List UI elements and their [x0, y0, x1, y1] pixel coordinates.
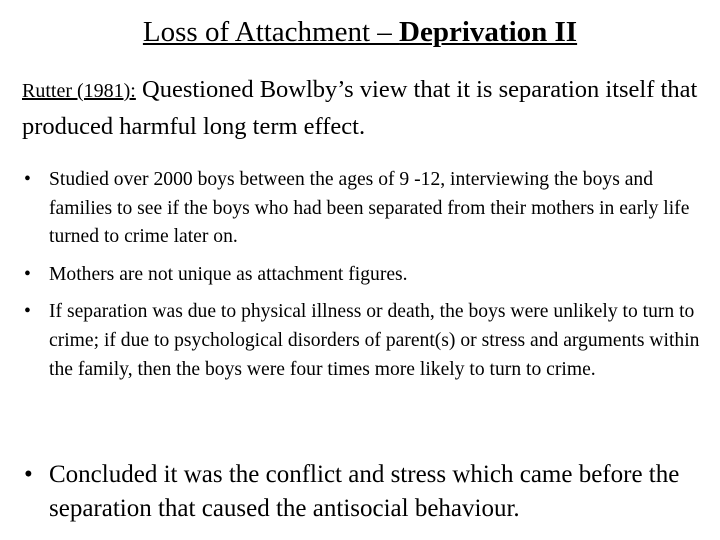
- conclusion-item: [22, 458, 712, 526]
- intro-paragraph: [22, 72, 712, 144]
- intro-text: Questioned Bowlby’s view that it is separation itself that produced harmful long term effect.: [22, 76, 698, 140]
- intro-citation: Rutter (1981):: [22, 80, 136, 102]
- bullet-text: Mothers are not unique as attachment figures.: [49, 263, 408, 285]
- bullet-dot: •: [24, 461, 33, 488]
- title-bold-part: Deprivation II: [399, 16, 578, 48]
- evidence-bullet-list: [22, 166, 712, 393]
- bullet-item: [22, 261, 712, 290]
- slide-title: [0, 14, 720, 50]
- bullet-dot: •: [24, 169, 31, 190]
- title-plain-part: Loss of Attachment –: [142, 16, 400, 48]
- bullet-text: If separation was due to physical illness or death, the boys were unlikely to turn to crime; if due to psychological disorders of parent(s) or stress and arguments within the family, then the boys were four times more likely to turn to crime.: [49, 301, 700, 380]
- bullet-text: Studied over 2000 boys between the ages of 9 -12, interviewing the boys and families to see if the boys who had been separated from their mothers in early life turned to crime later on.: [49, 169, 690, 248]
- bullet-item: [22, 166, 712, 252]
- conclusion-text: Concluded it was the conflict and stress which came before the separation that caused the antisocial behaviour.: [49, 461, 680, 522]
- conclusion-bullet-list: [22, 458, 712, 526]
- bullet-dot: •: [24, 263, 31, 285]
- bullet-item: [22, 298, 712, 384]
- bullet-dot: •: [24, 301, 31, 323]
